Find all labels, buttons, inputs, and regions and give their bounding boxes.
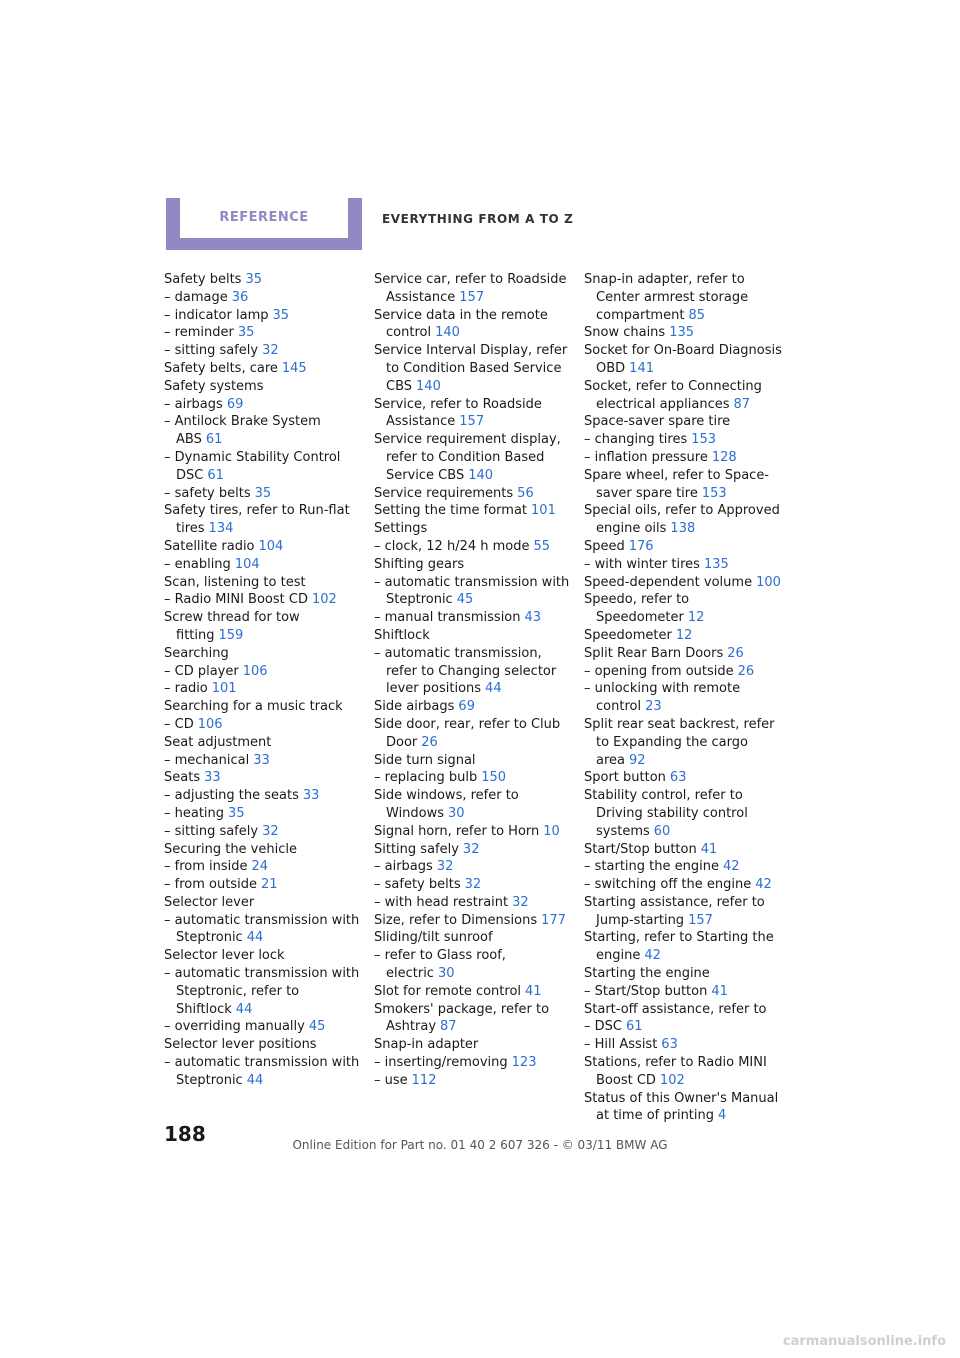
index-page-link[interactable]: 36 [231, 289, 249, 305]
index-page-link[interactable]: 141 [629, 360, 654, 376]
index-entry-text: Starting assistance, refer to Jump-starting [584, 894, 765, 928]
index-entry-text: Searching [164, 645, 229, 661]
index-entry-text: – automatic transmission with Steptronic [374, 574, 570, 608]
index-entry [584, 467, 784, 503]
index-page-link[interactable]: 157 [688, 912, 713, 928]
index-entry-text: Service Interval Display, refer to Condition Based Service CBS [374, 343, 568, 394]
index-entry-text: – CD player [164, 663, 239, 679]
index-page-link[interactable]: 92 [629, 752, 646, 768]
index-entry [374, 574, 574, 610]
index-entry [164, 894, 364, 912]
index-entry [164, 734, 364, 752]
index-entry [584, 378, 784, 414]
index-entry [584, 1054, 784, 1090]
index-page-link[interactable]: 112 [411, 1072, 437, 1088]
index-entry [164, 609, 364, 645]
index-page-link[interactable]: 100 [756, 574, 781, 590]
index-entry-text: Safety belts [164, 272, 242, 287]
index-entry [164, 538, 364, 556]
index-page-link[interactable]: 35 [228, 805, 245, 821]
index-page-link[interactable]: 157 [459, 289, 485, 305]
index-entry-text: – automatic transmission with Steptronic [164, 912, 360, 946]
index-entry-text: Socket, refer to Connecting electrical appliances [584, 378, 762, 412]
index-page-link[interactable]: 24 [251, 859, 269, 875]
index-entry-text: Side windows, refer to Windows [374, 788, 519, 821]
index-entry [164, 841, 364, 859]
index-entry-text: – automatic transmission, refer to Changing selector lever positions [374, 645, 557, 697]
index-entry [584, 1036, 784, 1054]
index-entry-text: Selector lever positions [164, 1037, 317, 1053]
index-entry [374, 627, 574, 645]
index-entry-text: – adjusting the seats [164, 788, 299, 804]
index-entry [164, 947, 364, 965]
index-entry [584, 769, 784, 787]
index-page-link[interactable]: 42 [722, 859, 740, 875]
index-page-link[interactable]: 157 [459, 414, 485, 430]
section-tab [166, 198, 362, 250]
index-entry-text: Safety belts, care [164, 360, 278, 376]
index-entry-text: – refer to Glass roof, electric [374, 948, 506, 982]
index-page-link[interactable]: 32 [262, 343, 279, 359]
index-entry-text: – changing tires [584, 432, 688, 448]
index-entry [164, 876, 364, 894]
index-entry-text: Scan, listening to test [164, 574, 306, 590]
index-page-link[interactable]: 45 [456, 592, 474, 608]
index-page-link[interactable]: 123 [511, 1055, 537, 1071]
index-page-link[interactable]: 26 [737, 663, 755, 679]
index-entry-text: Safety tires, refer to Run-flat tires [164, 503, 350, 537]
index-entry-text: Snap-in adapter [374, 1037, 479, 1053]
index-entry-text: – airbags [164, 396, 223, 412]
index-column-3 [584, 271, 784, 1125]
index-entry-text: Settings [374, 521, 428, 537]
index-page-link[interactable]: 140 [468, 467, 494, 483]
index-entry-text: – Hill Assist [584, 1037, 658, 1053]
index-entry-text: Side turn signal [374, 752, 476, 768]
index-entry [584, 502, 784, 538]
index-entry [584, 894, 784, 930]
index-entry [584, 324, 784, 342]
index-entry-text: Safety systems [164, 378, 264, 394]
index-entry-text: Side door, rear, refer to Club Door [374, 716, 561, 750]
index-page-link[interactable]: 33 [204, 770, 221, 786]
index-entry-text: Size, refer to Dimensions [374, 912, 538, 928]
index-entry-text: – from outside [164, 877, 257, 893]
index-entry [164, 360, 364, 378]
index-page-link[interactable]: 10 [543, 823, 560, 839]
index-page-link[interactable]: 106 [197, 716, 223, 732]
index-entry-text: – replacing bulb [374, 770, 478, 786]
index-page-link[interactable]: 44 [246, 1072, 264, 1088]
index-entry [164, 413, 364, 449]
index-entry [374, 1036, 574, 1054]
index-entry [164, 769, 364, 787]
index-page-link[interactable]: 128 [711, 449, 737, 465]
index-entry-text: – radio [164, 681, 208, 697]
index-page-link[interactable]: 32 [462, 841, 480, 857]
index-entry-text: Starting, refer to Starting the engine [584, 930, 774, 964]
index-entry [374, 787, 574, 823]
index-entry [164, 858, 364, 876]
index-entry-text: Service, refer to Roadside Assistance [374, 396, 542, 430]
index-entry [164, 378, 364, 396]
index-page-link[interactable]: 104 [234, 556, 260, 572]
index-entry [584, 1001, 784, 1019]
index-entry-text: – damage [164, 289, 228, 305]
index-entry-text: – opening from outside [584, 663, 734, 679]
index-entry-text: Service data in the remote control [374, 307, 548, 341]
index-entry-text: – indicator lamp [164, 307, 269, 323]
index-entry [584, 627, 784, 645]
index-entry-text: – airbags [374, 859, 433, 875]
index-page-link[interactable]: 33 [253, 752, 270, 768]
index-entry [584, 431, 784, 449]
index-page-link[interactable]: 35 [272, 307, 290, 323]
index-page-link[interactable]: 134 [208, 521, 234, 537]
index-entry-text: Seats [164, 770, 201, 786]
index-entry-text: – Dynamic Stability Control DSC [164, 449, 341, 483]
index-entry [584, 574, 784, 592]
index-entry-text: Special oils, refer to Approved engine oils [584, 503, 780, 537]
index-page-link[interactable]: 41 [711, 983, 728, 999]
index-entry-text: – clock, 12 h/24 h mode [374, 538, 530, 554]
index-page-link[interactable]: 30 [448, 805, 465, 821]
index-entry-text: Speedo, refer to Speedometer [584, 592, 690, 626]
index-page-link[interactable]: 69 [226, 396, 244, 412]
index-page-link[interactable]: 61 [207, 467, 224, 483]
index-entry [374, 858, 574, 876]
index-page-link[interactable]: 138 [670, 521, 696, 537]
index-entry [164, 716, 364, 734]
index-page-link[interactable]: 23 [645, 699, 662, 715]
index-page-link[interactable]: 101 [531, 503, 556, 519]
index-entry-text: – switching off the engine [584, 877, 752, 893]
index-page-link[interactable]: 145 [281, 360, 307, 376]
index-page-link[interactable]: 153 [691, 432, 717, 448]
index-entry [164, 752, 364, 770]
index-entry-text: – safety belts [374, 877, 461, 893]
footer-edition-note: Online Edition for Part no. 01 40 2 607 326 - © 03/11 BMW AG [292, 1138, 668, 1152]
index-entry-text: Space-saver spare tire [584, 414, 731, 430]
index-entry [374, 841, 574, 859]
index-page-link[interactable]: 135 [703, 556, 729, 572]
index-entry [584, 965, 784, 983]
index-page-link[interactable]: 176 [628, 538, 654, 554]
index-entry [164, 965, 364, 1018]
index-entry [584, 413, 784, 431]
index-entry [584, 858, 784, 876]
index-entry-text: Start/Stop button [584, 841, 697, 857]
index-entry [374, 538, 574, 556]
index-entry-text: Split Rear Barn Doors [584, 645, 724, 661]
index-page-link[interactable]: 43 [524, 610, 542, 626]
index-page-link[interactable]: 101 [211, 681, 237, 697]
index-entry [164, 912, 364, 948]
index-entry [584, 449, 784, 467]
index-entry [374, 307, 574, 343]
index-entry [374, 698, 574, 716]
index-page-link[interactable]: 21 [260, 877, 278, 893]
index-entry [374, 502, 574, 520]
index-entry [374, 752, 574, 770]
index-entry [584, 983, 784, 1001]
page-number: 188 [164, 1122, 206, 1146]
index-entry [374, 342, 574, 395]
index-page-link[interactable]: 87 [733, 396, 751, 412]
index-entry-text: Socket for On-Board Diagnosis OBD [584, 343, 782, 376]
index-entry [374, 271, 574, 307]
index-entry [374, 485, 574, 503]
index-page-link[interactable]: 85 [688, 307, 705, 323]
index-entry-text: Stations, refer to Radio MINI Boost CD [584, 1055, 767, 1088]
index-entry-text: Sport button [584, 770, 666, 786]
page-title: EVERYTHING FROM A TO Z [382, 212, 574, 226]
index-entry-text: – manual transmission [374, 610, 521, 626]
index-page-link[interactable]: 44 [485, 681, 502, 697]
index-page-link[interactable]: 41 [700, 841, 718, 857]
index-entry-text: – from inside [164, 859, 248, 875]
index-entry [164, 1054, 364, 1090]
index-entry-text: – unlocking with remote control [584, 681, 741, 715]
index-entry-text: – sitting safely [164, 823, 259, 839]
index-entry [164, 449, 364, 485]
index-entry [584, 716, 784, 769]
index-page-link[interactable]: 150 [481, 770, 507, 786]
index-entry-text: – DSC [584, 1019, 622, 1035]
index-entry-text: Shiftlock [374, 627, 430, 643]
index-page-link[interactable]: 60 [653, 823, 671, 839]
index-page-link[interactable]: 41 [525, 983, 542, 999]
index-entry [164, 1018, 364, 1036]
index-page-link[interactable]: 140 [416, 378, 441, 394]
index-page-link[interactable]: 44 [246, 930, 264, 946]
index-entry [164, 324, 364, 342]
index-entry-text: Service requirements [374, 485, 514, 501]
index-entry-text: Side airbags [374, 699, 455, 715]
index-entry-text: – mechanical [164, 752, 250, 768]
index-page-link[interactable]: 177 [541, 912, 566, 928]
index-page-link[interactable]: 61 [625, 1019, 643, 1035]
index-entry-text: Spare wheel, refer to Space-saver spare tire [584, 467, 770, 501]
index-entry-text: – inflation pressure [584, 449, 708, 465]
index-page-link[interactable]: 135 [669, 325, 695, 341]
index-entry-text: Start-off assistance, refer to [584, 1001, 767, 1017]
index-entry-text: Service car, refer to Roadside Assistance [374, 272, 567, 305]
index-entry [164, 698, 364, 716]
index-page-link[interactable]: 35 [245, 272, 262, 287]
index-entry [374, 823, 574, 841]
index-entry [584, 538, 784, 556]
index-entry [164, 307, 364, 325]
index-entry-text: Sliding/tilt sunroof [374, 930, 493, 946]
index-entry [164, 574, 364, 592]
index-entry-text: – automatic transmission with Steptronic, refer to Shiftlock [164, 966, 360, 1017]
index-entry-text: – with winter tires [584, 556, 700, 572]
index-entry-text: Starting the engine [584, 966, 710, 982]
index-entry-text: Sitting safely [374, 841, 459, 857]
index-page-link[interactable]: 12 [687, 610, 705, 626]
index-entry [164, 680, 364, 698]
index-entry-text: Slot for remote control [374, 983, 522, 999]
index-entry-text: Satellite radio [164, 538, 255, 554]
index-entry-text: – automatic transmission with Steptronic [164, 1055, 360, 1088]
index-entry-text: – overriding manually [164, 1019, 305, 1035]
index-entry [374, 983, 574, 1001]
index-entry-text: – sitting safely [164, 343, 259, 359]
index-entry-text: Status of this Owner's Manual at time of printing [584, 1090, 779, 1124]
index-page-link[interactable]: 63 [661, 1037, 678, 1053]
index-entry-text: Stability control, refer to Driving stability control systems [584, 788, 748, 839]
index-page-link[interactable]: 42 [755, 877, 772, 893]
index-page-link[interactable]: 32 [436, 859, 454, 875]
index-entry [164, 289, 364, 307]
index-page-link[interactable]: 55 [533, 538, 551, 554]
index-entry-text: Service requirement display, refer to Condition Based Service CBS [374, 432, 561, 483]
index-entry [374, 912, 574, 930]
index-page-link[interactable]: 12 [675, 627, 693, 643]
index-entry [374, 929, 574, 947]
index-entry [374, 645, 574, 698]
index-entry [584, 680, 784, 716]
index-entry [584, 645, 784, 663]
index-page-link[interactable]: 106 [242, 663, 268, 679]
index-page-link[interactable]: 26 [727, 645, 744, 661]
index-page-link[interactable]: 33 [302, 788, 320, 804]
index-entry [164, 787, 364, 805]
index-entry-text: Securing the vehicle [164, 841, 297, 857]
index-entry-text: – enabling [164, 556, 231, 572]
index-entry-text: – Radio MINI Boost CD [164, 592, 308, 608]
index-entry [374, 769, 574, 787]
index-entry [584, 787, 784, 840]
index-entry [584, 663, 784, 681]
index-page-link[interactable]: 159 [218, 627, 244, 643]
index-entry-text: Screw thread for tow fitting [164, 610, 300, 643]
index-entry [374, 609, 574, 627]
index-entry-text: Setting the time format [374, 503, 528, 519]
index-page-link[interactable]: 69 [458, 699, 475, 715]
index-page-link[interactable]: 104 [258, 538, 284, 554]
index-page-link[interactable]: 32 [262, 823, 279, 839]
index-entry [584, 271, 784, 324]
index-page-link[interactable]: 56 [517, 485, 534, 501]
index-entry [584, 556, 784, 574]
index-entry [164, 805, 364, 823]
index-entry-text: Split rear seat backrest, refer to Expanding the cargo area [584, 716, 775, 768]
index-entry [374, 947, 574, 983]
index-entry-text: – Start/Stop button [584, 983, 708, 999]
index-entry [584, 342, 784, 378]
index-entry [164, 502, 364, 538]
index-page-link[interactable]: 4 [718, 1108, 727, 1124]
index-column-2 [374, 271, 574, 1090]
index-page-link[interactable]: 30 [437, 966, 455, 982]
index-page-link[interactable]: 35 [237, 325, 255, 341]
index-entry [374, 520, 574, 538]
index-entry-text: Selector lever [164, 894, 255, 910]
index-page-link[interactable]: 35 [254, 485, 272, 501]
index-page-link[interactable]: 45 [308, 1019, 326, 1035]
index-entry [164, 1036, 364, 1054]
index-page-link[interactable]: 140 [435, 325, 460, 341]
index-entry-text: Smokers' package, refer to Ashtray [374, 1001, 550, 1035]
index-entry [164, 396, 364, 414]
index-entry [164, 591, 364, 609]
index-entry-text: Signal horn, refer to Horn [374, 823, 540, 839]
index-entry-text: Selector lever lock [164, 948, 285, 964]
index-entry [164, 645, 364, 663]
index-entry-text: Speedometer [584, 627, 672, 643]
index-entry [374, 1001, 574, 1037]
index-entry [584, 876, 784, 894]
index-page-link[interactable]: 32 [464, 877, 482, 893]
index-entry [164, 271, 364, 289]
index-page-link[interactable]: 26 [421, 734, 438, 750]
index-column-1 [164, 271, 364, 1090]
index-entry-text: – Antilock Brake System ABS [164, 414, 321, 448]
index-entry [164, 342, 364, 360]
index-entry [584, 1090, 784, 1126]
index-entry [374, 556, 574, 574]
index-entry [584, 841, 784, 859]
index-page-link[interactable]: 87 [440, 1019, 457, 1035]
index-entry-text: Shifting gears [374, 556, 465, 572]
index-entry-text: – safety belts [164, 485, 251, 501]
index-page-link[interactable]: 42 [644, 948, 661, 964]
index-entry-text: Seat adjustment [164, 734, 272, 750]
index-entry-text: – with head restraint [374, 894, 509, 910]
watermark: carmanualsonline.info [782, 1334, 946, 1349]
index-entry-text: Snap-in adapter, refer to Center armrest storage compartment [584, 272, 749, 323]
index-entry-text: Searching for a music track [164, 699, 343, 715]
index-page-link[interactable]: 102 [311, 592, 337, 608]
index-entry-text: – CD [164, 716, 194, 732]
index-entry-text: Snow chains [584, 325, 666, 341]
section-label: REFERENCE [219, 210, 309, 225]
index-entry-text: – reminder [164, 325, 234, 341]
index-entry-text: – starting the engine [584, 859, 719, 875]
index-page-link[interactable]: 32 [512, 894, 529, 910]
index-entry [584, 929, 784, 965]
index-entry-text: – use [374, 1072, 408, 1088]
index-page-link[interactable]: 61 [205, 432, 223, 448]
index-entry [164, 663, 364, 681]
index-entry [374, 431, 574, 484]
index-entry [374, 1072, 574, 1090]
index-entry [164, 485, 364, 503]
index-entry [374, 894, 574, 912]
index-entry-text: – heating [164, 805, 225, 821]
index-entry [584, 591, 784, 627]
index-entry [584, 1018, 784, 1036]
index-entry-text: – inserting/removing [374, 1055, 508, 1071]
index-page-link[interactable]: 102 [659, 1072, 685, 1088]
index-entry-text: Speed [584, 538, 625, 554]
index-entry [374, 876, 574, 894]
index-entry [164, 556, 364, 574]
index-page-link[interactable]: 153 [701, 485, 727, 501]
index-entry [374, 716, 574, 752]
index-entry [374, 396, 574, 432]
index-page-link[interactable]: 63 [669, 770, 687, 786]
index-entry [374, 1054, 574, 1072]
index-page-link[interactable]: 44 [235, 1001, 253, 1017]
index-entry-text: Speed-dependent volume [584, 574, 753, 590]
index-entry [164, 823, 364, 841]
